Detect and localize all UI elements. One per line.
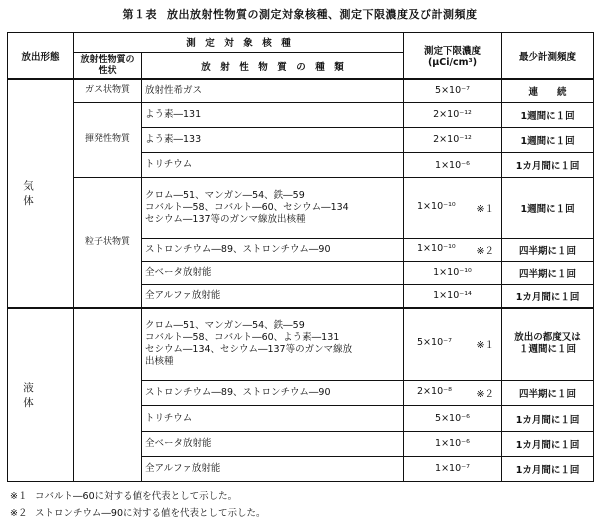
freq-cell: 1カ月間に１回: [502, 456, 594, 481]
kind-cell: 全アルファ放射能: [142, 284, 404, 307]
header-detection-label: 測定下限濃度: [424, 46, 482, 58]
conc-cell: 1×10⁻⁶: [404, 152, 502, 177]
conc-value: 1×10⁻¹⁰: [417, 200, 456, 212]
form-gas: 気 体: [8, 79, 74, 307]
kind-cell: よう素―131: [142, 102, 404, 127]
freq-cell: 1週間に１回: [502, 178, 594, 239]
nature-liquid-empty: [74, 308, 142, 482]
kind-cell: トリチウム: [142, 152, 404, 177]
kind-cell: よう素―133: [142, 127, 404, 152]
kind-line: セシウム―134、セシウム―137等のガンマ線放: [145, 344, 353, 356]
kind-line: セシウム―137等のガンマ線放出核種: [145, 213, 306, 225]
conc-value: 2×10⁻⁸: [417, 386, 452, 398]
header-kind: 放 射 性 物 質 の 種 類: [142, 52, 404, 79]
kind-cell: 全アルファ放射能: [142, 456, 404, 481]
measurement-table: [7, 32, 594, 482]
kind-line: コバルト―58、コバルト―60、よう素―131: [145, 332, 340, 344]
nature-gas-phase: ガス状物質: [74, 79, 142, 102]
freq-line: 放出の都度又は: [514, 332, 581, 344]
conc-cell: 1×10⁻⁷: [404, 456, 502, 481]
nature-volatile: 揮発性物質: [74, 102, 142, 177]
footnote-mark: ※２: [10, 508, 28, 519]
conc-cell: 5×10⁻⁷: [404, 79, 502, 102]
note-mark: ※２: [476, 389, 495, 401]
kind-cell: 放射性希ガス: [142, 79, 404, 102]
nature-particulate: 粒子状物質: [74, 178, 142, 308]
freq-cell: 1週間に１回: [502, 102, 594, 127]
conc-cell: 2×10⁻¹²: [404, 102, 502, 127]
header-detection-limit: [404, 33, 502, 80]
conc-cell: 5×10⁻⁶: [404, 406, 502, 431]
conc-value: 5×10⁻⁷: [417, 337, 452, 349]
freq-cell: 連 続: [502, 79, 594, 102]
note-mark: ※１: [476, 203, 495, 215]
kind-line: クロム―51、マンガン―54、鉄―59: [145, 320, 305, 332]
freq-cell: 四半期に１回: [502, 238, 594, 261]
header-detection-unit: (μCi/cm³): [427, 57, 478, 69]
conc-value: 1×10⁻¹⁰: [417, 242, 456, 254]
kind-cell: トリチウム: [142, 406, 404, 431]
conc-cell: [404, 238, 502, 261]
note-mark: ※２: [476, 245, 495, 257]
freq-cell: 1カ月間に１回: [502, 406, 594, 431]
header-frequency: 最少計測頻度: [502, 33, 594, 80]
kind-cell: 全ベータ放射能: [142, 431, 404, 456]
footnote-text: ストロンチウム―90に対する値を代表として示した。: [35, 508, 266, 519]
conc-cell: [404, 308, 502, 381]
kind-line: コバルト―58、コバルト―60、セシウム―134: [145, 201, 349, 213]
freq-cell: 1カ月間に１回: [502, 431, 594, 456]
table-title: [0, 6, 600, 22]
table-caption: 放出放射性物質の測定対象核種、測定下限濃度及び計測頻度: [167, 8, 478, 21]
kind-cell: ストロンチウム―89、ストロンチウム―90: [142, 238, 404, 261]
kind-cell: [142, 308, 404, 381]
conc-cell: [404, 178, 502, 239]
header-release-form: 放出形態: [8, 33, 74, 80]
conc-cell: 1×10⁻⁶: [404, 431, 502, 456]
freq-cell: 1カ月間に１回: [502, 152, 594, 177]
kind-line: 出核種: [145, 356, 174, 368]
kind-cell: ストロンチウム―89、ストロンチウム―90: [142, 381, 404, 406]
note-mark: ※１: [476, 340, 495, 352]
table-number: 第１表: [122, 8, 157, 21]
conc-cell: [404, 381, 502, 406]
form-liquid: 液 体: [8, 308, 74, 482]
conc-cell: 1×10⁻¹⁴: [404, 284, 502, 307]
kind-cell: 全ベータ放射能: [142, 261, 404, 284]
footnote: [10, 505, 266, 522]
footnote: [10, 488, 266, 505]
conc-cell: 1×10⁻¹⁰: [404, 261, 502, 284]
header-nature: 放射性物質の性状: [74, 52, 142, 79]
freq-cell: [502, 308, 594, 381]
freq-cell: 四半期に１回: [502, 381, 594, 406]
freq-cell: 1週間に１回: [502, 127, 594, 152]
footnotes: [10, 488, 266, 522]
freq-cell: 1カ月間に１回: [502, 284, 594, 307]
freq-line: １週間に１回: [519, 344, 577, 356]
kind-line: クロム―51、マンガン―54、鉄―59: [145, 189, 305, 201]
freq-cell: 四半期に１回: [502, 261, 594, 284]
kind-cell: [142, 178, 404, 239]
footnote-text: コバルト―60に対する値を代表として示した。: [35, 491, 238, 502]
footnote-mark: ※１: [10, 491, 28, 502]
header-target-nuclides: 測 定 対 象 核 種: [74, 33, 404, 53]
conc-cell: 2×10⁻¹²: [404, 127, 502, 152]
